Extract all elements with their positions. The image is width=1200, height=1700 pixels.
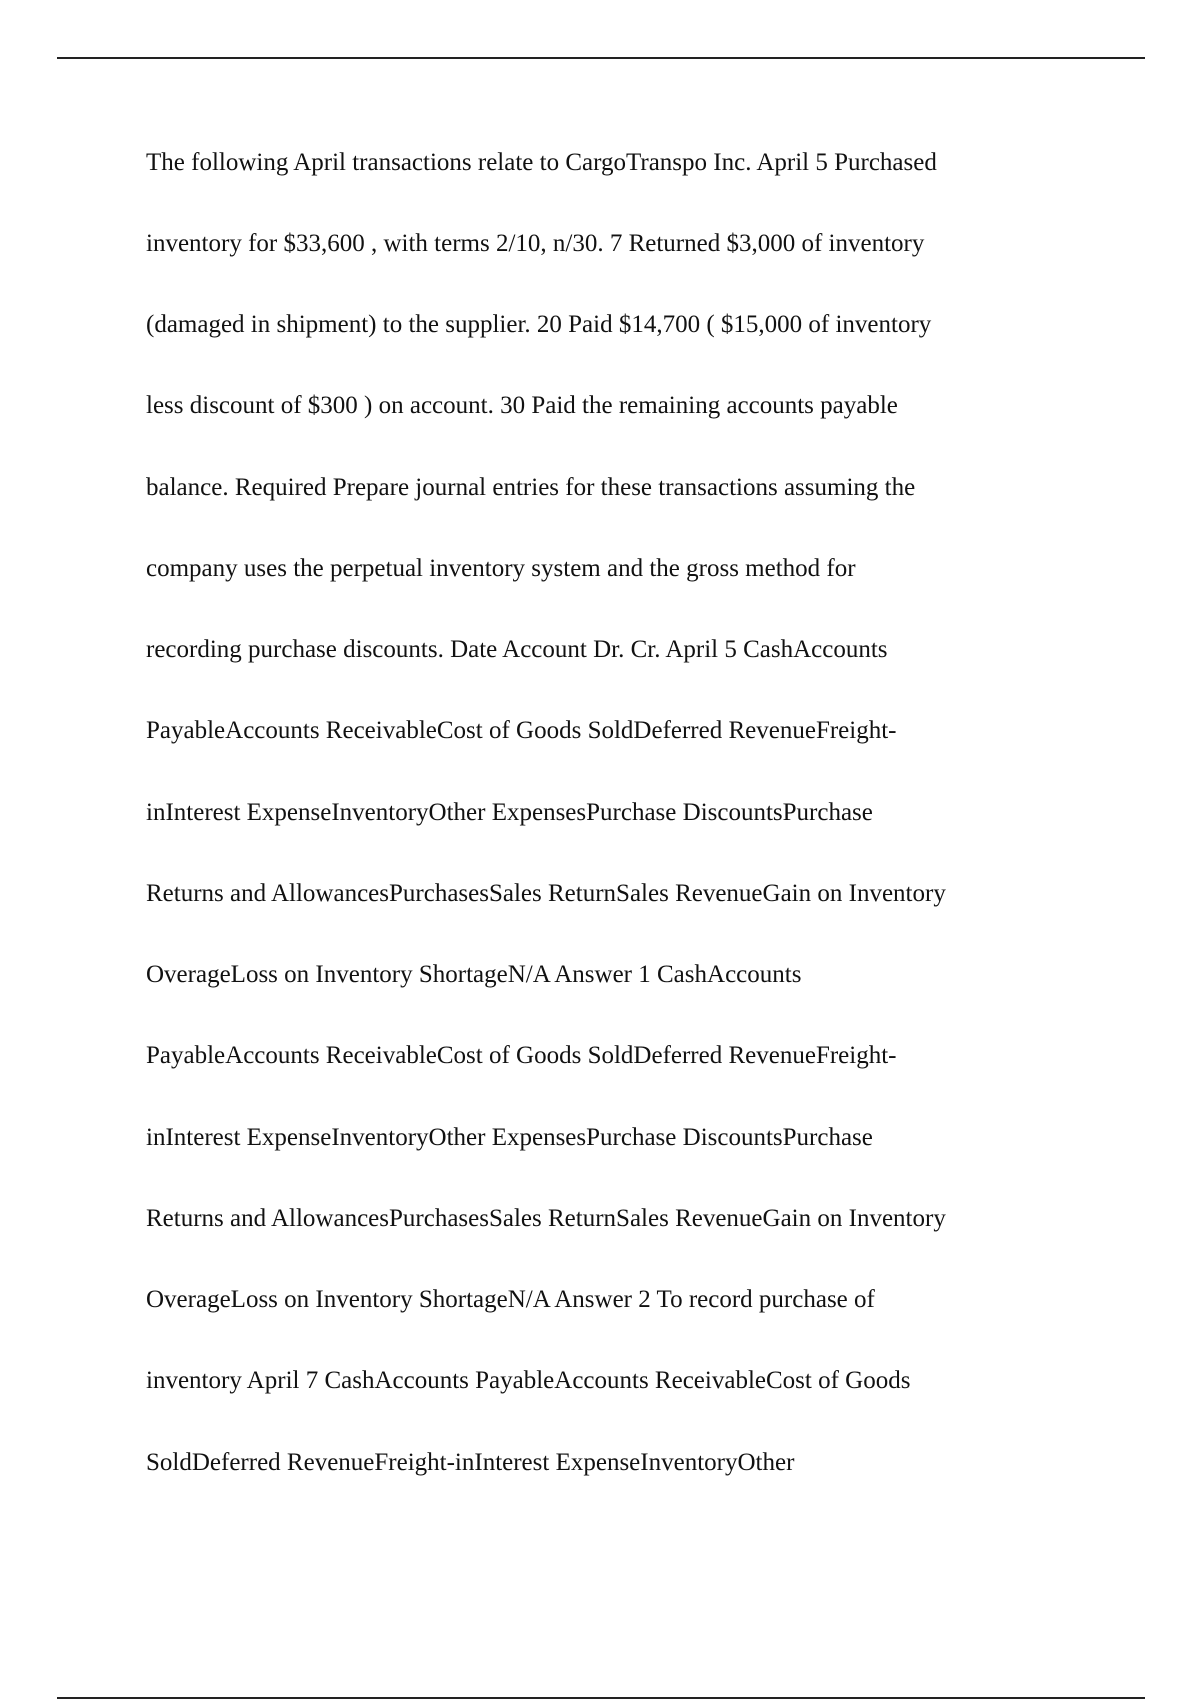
text-line: inInterest ExpenseInventoryOther ExpensesPurchase DiscountsPurchase — [146, 799, 873, 826]
text-line: inInterest ExpenseInventoryOther ExpensesPurchase DiscountsPurchase — [146, 1124, 873, 1151]
text-line: OverageLoss on Inventory ShortageN/A Answer 1 CashAccounts — [146, 961, 802, 988]
text-line: PayableAccounts ReceivableCost of Goods SoldDeferred RevenueFreight- — [146, 717, 897, 744]
text-line: PayableAccounts ReceivableCost of Goods SoldDeferred RevenueFreight- — [146, 1042, 897, 1069]
text-line: SoldDeferred RevenueFreight-inInterest ExpenseInventoryOther — [146, 1449, 795, 1476]
text-line: The following April transactions relate to CargoTranspo Inc. April 5 Purchased — [146, 149, 937, 176]
footer-rule — [57, 1697, 1145, 1699]
text-line: company uses the perpetual inventory system and the gross method for — [146, 555, 856, 582]
text-line: Returns and AllowancesPurchasesSales ReturnSales RevenueGain on Inventory — [146, 1205, 946, 1232]
text-line: OverageLoss on Inventory ShortageN/A Answer 2 To record purchase of — [146, 1286, 875, 1313]
text-line: (damaged in shipment) to the supplier. 20 Paid $14,700 ( $15,000 of inventory — [146, 311, 932, 338]
text-line: recording purchase discounts. Date Account Dr. Cr. April 5 CashAccounts — [146, 636, 888, 663]
text-line: Returns and AllowancesPurchasesSales ReturnSales RevenueGain on Inventory — [146, 880, 946, 907]
text-line: balance. Required Prepare journal entries for these transactions assuming the — [146, 474, 916, 501]
text-line: inventory for $33,600 , with terms 2/10, n/30. 7 Returned $3,000 of inventory — [146, 230, 925, 257]
text-line: less discount of $300 ) on account. 30 Paid the remaining accounts payable — [146, 392, 898, 419]
text-line: inventory April 7 CashAccounts PayableAccounts ReceivableCost of Goods — [146, 1367, 911, 1394]
